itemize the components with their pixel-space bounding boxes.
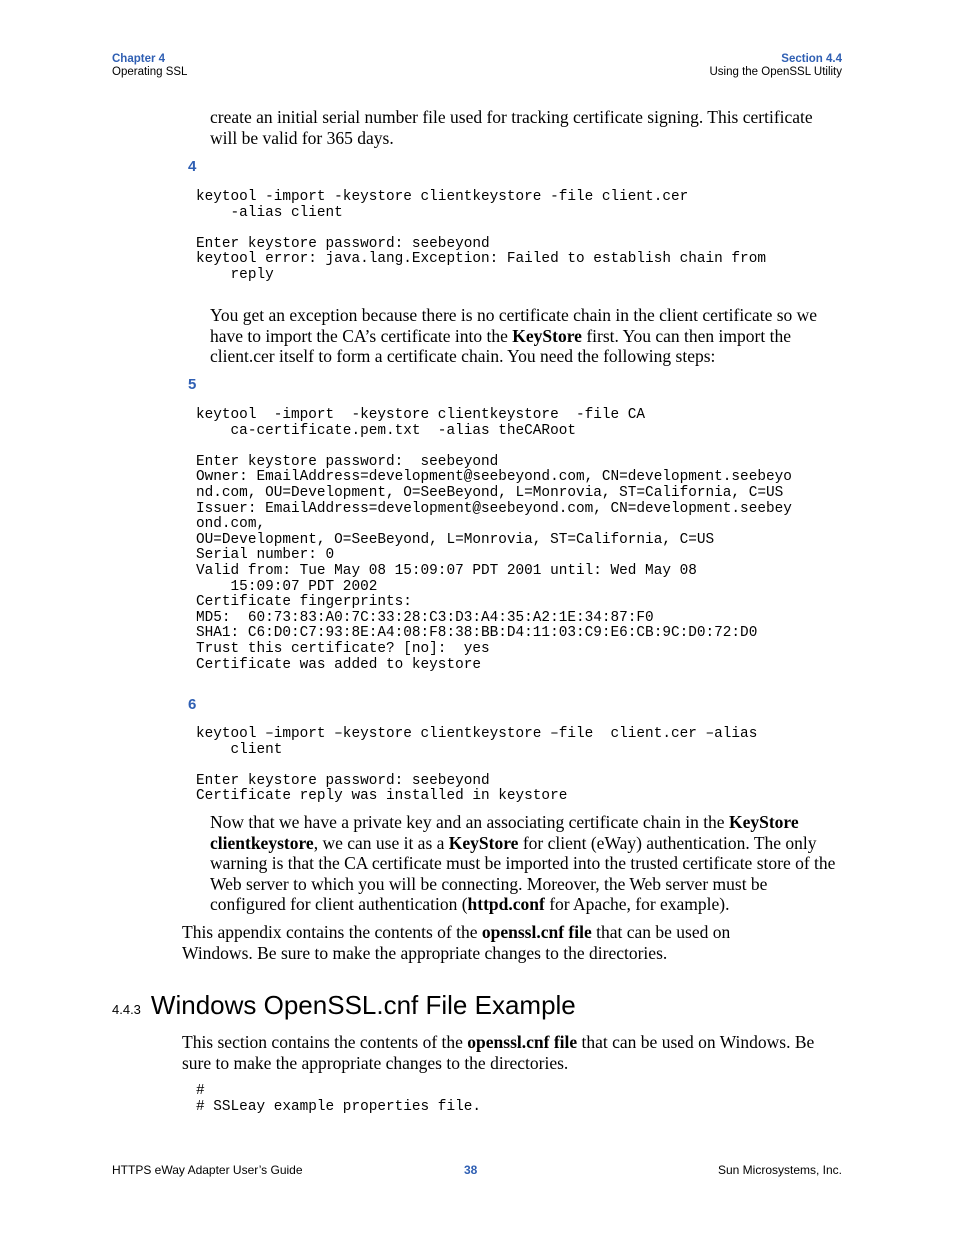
footer-guide-title: HTTPS eWay Adapter User’s Guide <box>112 1163 303 1177</box>
page-header-right <box>709 53 842 79</box>
section-label: Section 4.4 <box>781 53 842 65</box>
section-title-header: Using the OpenSSL Utility <box>709 66 842 78</box>
appendix-paragraph <box>182 922 782 963</box>
section-heading <box>112 990 576 1020</box>
openssl-cnf-term: openssl.cnf file <box>481 922 592 942</box>
keystore-term-2: KeyStore <box>448 832 519 853</box>
chapter-title: Operating SSL <box>112 66 188 78</box>
now-text-1: Now that we have a private key and an associating certificate chain in the <box>210 812 729 832</box>
footer-company: Sun Microsystems, Inc. <box>717 1163 842 1177</box>
httpd-conf-term: httpd.conf <box>467 894 545 914</box>
code-block-step-5: keytool -import -keystore clientkeystore -file CA ca-certificate.pem.txt -alias theCARoot Enter keystore password: seebeyond Owner: EmailAddress=development@seebeyond.com, CN=development.seebeyo nd.com, OU=Development, O=SeeBeyond, L=Monrovia, ST=California, C=US Issuer: EmailAddress=development@seebeyond.com, CN=development.seebey ond.com, OU=Development, O=SeeBeyond, L=Monrovia, ST=California, C=US Serial number: 0 Valid from: Tue May 08 15:09:07 PDT 2001 until: Wed May 08 15:09:07 PDT 2002 Certificate fingerprints: MD5: 60:73:83:A0:7C:33:28:C3:D3:A4:35:A2:1E:34:87:F0 SHA1: C6:D0:C7:93:8E:A4:08:F8:38:BB:D4:11:03:C9:E6:CB:9C:D0:72:D0 Trust this certificate? [no]: yes Certificate was added to keystore <box>196 407 792 673</box>
keystore-term: KeyStore <box>512 325 582 346</box>
now-text-3: for client (eWay) authentication. The only warning is that the CA certificate must be imported into the trusted certificate store of the Web server to which you will be connecting. Moreover, the Web server must be configured for client authentication ( <box>210 832 836 914</box>
keystore-clientkeystore-term: KeyStore clientkeystore <box>210 812 799 853</box>
exception-text-2: first. You can then import the client.cer itself to form a certificate chain. You need the following steps: <box>210 325 791 366</box>
chapter-label: Chapter 4 <box>112 53 166 65</box>
step-number-6: 6 <box>188 696 197 713</box>
now-text-4: for Apache, for example). <box>544 894 730 914</box>
section-heading-title: Windows OpenSSL.cnf File Example <box>150 990 576 1020</box>
section-text-2: that can be used on Windows. Be sure to make the appropriate changes to the directories. <box>182 1032 815 1073</box>
section-text-1: This section contains the contents of the <box>182 1032 468 1052</box>
keystore-summary-paragraph <box>210 812 842 915</box>
intro-paragraph: create an initial serial number file used for tracking certificate signing. This certificate will be valid for 365 days. <box>210 107 813 148</box>
now-text-2: , we can use it as a <box>313 832 449 853</box>
section-paragraph <box>182 1032 842 1073</box>
section-number: 4.4.3 <box>112 1002 141 1017</box>
code-block-step-4: keytool -import -keystore clientkeystore -file client.cer -alias client Enter keystore password: seebeyond keytool error: java.lang.Exception: Failed to establish chain from reply <box>196 189 766 283</box>
appendix-text-2: that can be used on Windows. Be sure to make the appropriate changes to the directories. <box>182 922 731 963</box>
openssl-cnf-term-2: openssl.cnf file <box>467 1032 578 1052</box>
code-block-step-6: keytool –import –keystore clientkeystore –file client.cer –alias client Enter keystore password: seebeyond Certificate reply was installed in keystore <box>196 726 758 805</box>
code-block-openssl-cnf: # # SSLeay example properties file. <box>196 1083 481 1115</box>
page-number: 38 <box>464 1163 478 1177</box>
exception-paragraph <box>210 305 840 367</box>
appendix-text-1: This appendix contains the contents of the <box>182 922 482 942</box>
page-header-left <box>112 53 187 79</box>
step-number-5: 5 <box>188 376 197 393</box>
step-number-4: 4 <box>188 158 197 175</box>
exception-text-1: You get an exception because there is no certificate chain in the client certificate so we have to import the CA’s certificate into the <box>210 305 818 346</box>
